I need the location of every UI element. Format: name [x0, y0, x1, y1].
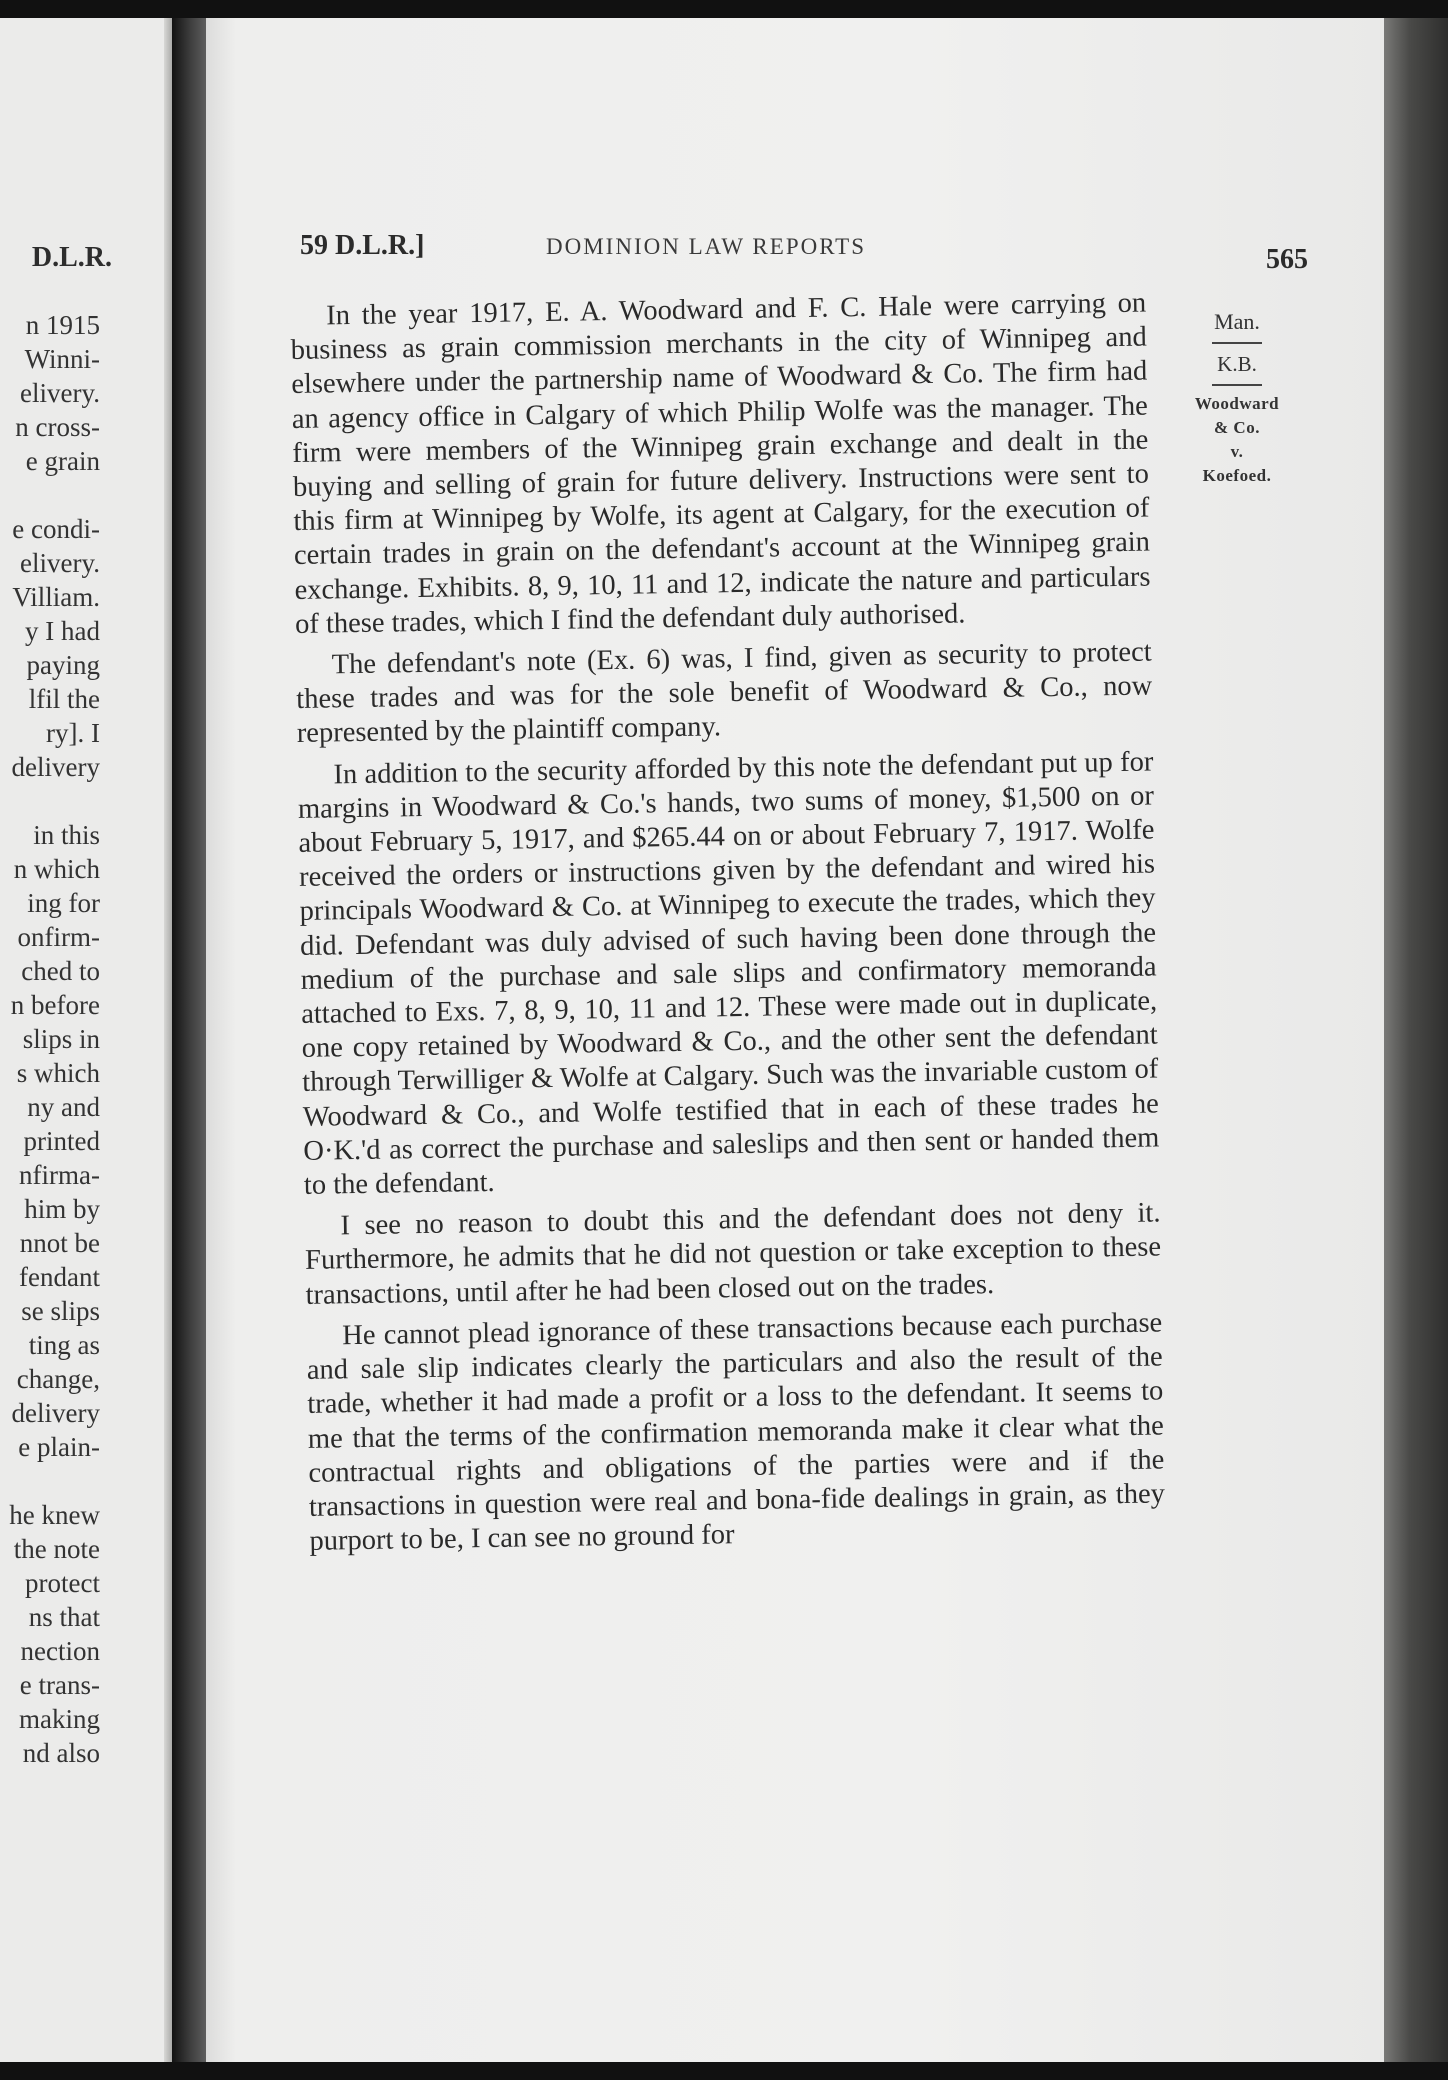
margin-rule [1212, 342, 1262, 344]
running-header [300, 230, 1308, 275]
previous-page-line: protect [25, 1568, 100, 1598]
previous-page-header: D.L.R. [31, 242, 112, 273]
previous-page-line: nection [20, 1636, 100, 1666]
previous-page-line: he knew [9, 1500, 100, 1530]
previous-page-line: ry]. I [46, 718, 100, 748]
previous-page-line: Villiam. [12, 582, 100, 612]
previous-page-line: ting as [28, 1330, 100, 1360]
previous-page-line: ing for [27, 888, 100, 918]
previous-page-line [9, 784, 100, 818]
previous-page-line: in this [33, 820, 100, 850]
margin-court: K.B. [1217, 352, 1257, 376]
previous-page-line: nd also [22, 1738, 100, 1768]
previous-page-line: e plain- [18, 1432, 100, 1462]
previous-page-line: him by [24, 1194, 100, 1224]
previous-page-line: making [19, 1704, 100, 1734]
previous-page-line: delivery [11, 752, 100, 782]
paragraph: I see no reason to doubt this and the defendant does not deny it. Furthermore, he admits that he did not question or take exception to these transactions, until after he had been closed out on the trades. [304, 1197, 1162, 1311]
page-number: 565 [1266, 244, 1308, 275]
previous-page-line: Winni- [24, 344, 100, 374]
previous-page-line [9, 1464, 100, 1498]
previous-page-line: nfirma- [19, 1160, 100, 1190]
previous-page-line: e trans- [19, 1670, 100, 1700]
margin-party-1: Woodward [1194, 394, 1280, 413]
previous-page-line: n before [10, 990, 100, 1020]
previous-page-line: y I had [25, 616, 100, 646]
previous-page-line [9, 478, 100, 512]
previous-page-line: ched to [21, 956, 100, 986]
previous-page-text [9, 308, 100, 1770]
scan-top-border [0, 0, 1448, 18]
previous-page-line: s which [16, 1058, 100, 1088]
judgment-body [290, 287, 1166, 1567]
scan-bottom-border [0, 2062, 1448, 2080]
previous-page-line: onfirm- [17, 922, 100, 952]
margin-versus: v. [1230, 442, 1244, 461]
margin-province: Man. [1214, 309, 1260, 334]
previous-page-line: paying [26, 650, 100, 680]
previous-page-line: n which [13, 854, 100, 884]
previous-page-line: ny and [27, 1092, 100, 1122]
previous-page-line: slips in [22, 1024, 100, 1054]
series-title: DOMINION LAW REPORTS [546, 234, 867, 259]
margin-rule [1212, 384, 1262, 386]
previous-page-line: lfil the [28, 684, 100, 714]
previous-page-line: nnot be [19, 1228, 100, 1258]
marginal-note [1172, 308, 1302, 488]
page-edge-stack [1384, 18, 1448, 2070]
paragraph: In the year 1917, E. A. Woodward and F. C. Hale were carrying on business as grain commission merchants in the city of Winnipeg and elsewhere under the partnership name of Woodward & Co. The firm had an agency office in Calgary of which Philip Wolfe was the manager. The firm were members of the Winnipeg grain exchange and dealt in the buying and selling of grain for future delivery. Instructions were sent to this firm at Winnipeg by Wolfe, its agent at Calgary, for the execution of certain trades in grain on the defendant's account at the Winnipeg grain exchange. Exhibits. 8, 9, 10, 11 and 12, indicate the nature and particulars of these trades, which I find the defendant duly authorised. [290, 287, 1151, 640]
previous-page-line: delivery [11, 1398, 100, 1428]
previous-page-line: the note [13, 1534, 100, 1564]
previous-page-line: e condi- [12, 514, 100, 544]
previous-page-line: elivery. [20, 548, 100, 578]
previous-page-line: n cross- [15, 412, 100, 442]
paragraph: In addition to the security afforded by this note the defendant put up for margins in Woodward & Co.'s hands, two sums of money, $1,500 on or about February 5, 1917, and $265.44 on or about February 7, 1917. Wolfe received the orders or instructions given by the defendant and wired his principals Woodward & Co. at Winnipeg to execute the trades, which they did. Defendant was duly advised of such having been done through the medium of the purchase and sale slips and confirmatory memoranda attached to Exs. 7, 8, 9, 10, 11 and 12. These were made out in duplicate, one copy retained by Woodward & Co., and the other sent the defendant through Terwilliger & Wolfe at Calgary. Such was the invariable custom of Woodward & Co., and Wolfe testified that in each of these trades he O·K.'d as correct the purchase and saleslips and then sent or handed them to the defendant. [297, 746, 1160, 1201]
paragraph: He cannot plead ignorance of these transactions because each purchase and sale slip indicates clearly the particulars and also the result of the trade, whether it had made a profit or a loss to the defendant. It seems to me that the terms of the confirmation memoranda make it clear what the contractual rights and obligations of the parties were and if the transactions in question were real and bona-fide dealings in grain, as they purport to be, I can see no ground for [306, 1307, 1166, 1557]
paragraph: The defendant's note (Ex. 6) was, I find, given as security to protect these trades and was for the sole benefit of Woodward & Co., now represented by the plaintiff company. [296, 636, 1153, 750]
margin-party-1-cont: & Co. [1214, 418, 1260, 437]
previous-page-line: change, [16, 1364, 100, 1394]
previous-page-line: e grain [25, 446, 100, 476]
previous-page-line: printed [23, 1126, 100, 1156]
previous-page-line: fendant [19, 1262, 100, 1292]
volume-reference: 59 D.L.R.] [300, 230, 425, 261]
previous-page-line: n 1915 [25, 310, 100, 340]
previous-page-line: se slips [21, 1296, 100, 1326]
margin-party-2: Koefoed. [1202, 466, 1272, 485]
previous-page-line: elivery. [20, 378, 100, 408]
previous-page [0, 18, 178, 2070]
previous-page-line: ns that [28, 1602, 100, 1632]
